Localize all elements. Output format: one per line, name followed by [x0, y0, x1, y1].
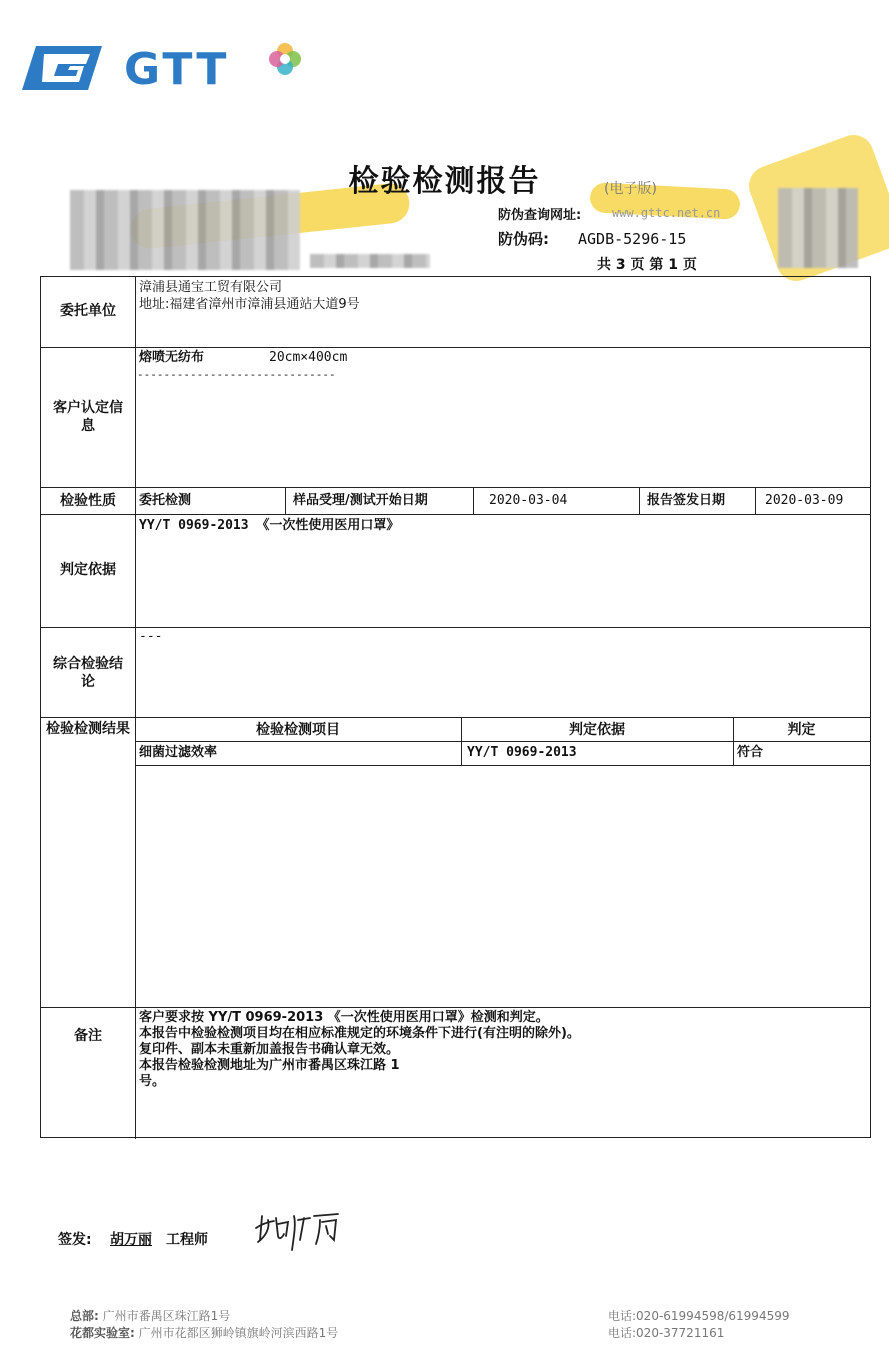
client-address: 地址:福建省漳州市漳浦县通站大道9号 — [139, 297, 360, 312]
customer-info-label: 客户认定信息 — [53, 400, 123, 434]
nature-label: 检验性质 — [60, 493, 116, 509]
basis-label: 判定依据 — [60, 562, 116, 578]
results-header-item: 检验检测项目 — [256, 722, 340, 738]
remarks-line: 号。 — [139, 1074, 166, 1089]
lab-label: 花都实验室: — [70, 1326, 135, 1340]
page-info: 共 3 页 第 1 页 — [597, 257, 697, 273]
start-date-label: 样品受理/测试开始日期 — [293, 493, 428, 508]
dash-line: ------------------------------ — [137, 368, 336, 381]
results-cell-item: 细菌过滤效率 — [139, 745, 218, 760]
gtt-logo-flower-icon — [268, 42, 302, 80]
remarks-line: 客户要求按 YY/T 0969-2013 《一次性使用医用口罩》检测和判定。 — [139, 1010, 549, 1025]
basis-value: YY/T 0969-2013 《一次性使用医用口罩》 — [139, 518, 400, 533]
handwritten-signature — [248, 1206, 348, 1260]
results-cell-basis: YY/T 0969-2013 — [467, 745, 577, 760]
product-name: 熔喷无纺布 — [139, 350, 205, 365]
results-header-basis: 判定依据 — [569, 722, 625, 738]
brand-name: GTT — [124, 44, 230, 95]
product-size: 20cm×400cm — [269, 350, 348, 365]
remarks-line: 本报告中检验检测项目均在相应标准规定的环境条件下进行(有注明的除外)。 — [139, 1026, 580, 1041]
hq-label: 总部: — [70, 1309, 99, 1323]
signer-name: 胡万丽 — [110, 1232, 152, 1248]
results-cell-verdict: 符合 — [737, 745, 764, 760]
issue-date-label: 报告签发日期 — [647, 493, 726, 508]
start-date: 2020-03-04 — [489, 493, 568, 508]
results-label: 检验检测结果 — [46, 721, 130, 737]
redacted-area — [310, 254, 430, 268]
conclusion-value: --- — [139, 629, 163, 644]
results-header-verdict: 判定 — [787, 722, 816, 738]
signer-title: 工程师 — [166, 1232, 208, 1248]
remarks-line: 本报告检验检测地址为广州市番禺区珠江路 1 — [139, 1058, 400, 1073]
lab-line — [70, 1324, 338, 1341]
gtt-logo-mark — [18, 42, 104, 98]
query-url[interactable]: www.gttc.net.cn — [612, 206, 721, 220]
query-url-label: 防伪查询网址: — [498, 208, 582, 223]
conclusion-label: 综合检验结论 — [53, 656, 123, 690]
signoff-label: 签发: — [58, 1232, 92, 1248]
remarks-line: 复印件、副本未重新加盖报告书确认章无效。 — [139, 1042, 400, 1057]
report-title: 检验检测报告 — [348, 164, 541, 199]
lab-phone: 电话:020-37721161 — [608, 1326, 725, 1340]
report-table — [40, 276, 871, 1138]
anti-fake-code: AGDB-5296-15 — [578, 230, 687, 248]
anti-fake-code-label: 防伪码: — [498, 230, 549, 248]
hq-address: 广州市番禺区珠江路1号 — [102, 1309, 231, 1323]
redacted-area — [70, 190, 300, 270]
client-name: 漳浦县通宝工贸有限公司 — [139, 280, 283, 295]
issue-date: 2020-03-09 — [765, 493, 844, 508]
client-label: 委托单位 — [60, 303, 116, 319]
lab-address: 广州市花都区狮岭镇旗岭河滨西路1号 — [138, 1326, 339, 1340]
redacted-area — [778, 188, 858, 268]
hq-line — [70, 1307, 230, 1324]
hq-phone: 电话:020-61994598/61994599 — [608, 1309, 790, 1323]
edition-label: (电子版) — [604, 181, 657, 197]
remarks-label: 备注 — [74, 1028, 102, 1044]
nature-value: 委托检测 — [139, 493, 192, 508]
